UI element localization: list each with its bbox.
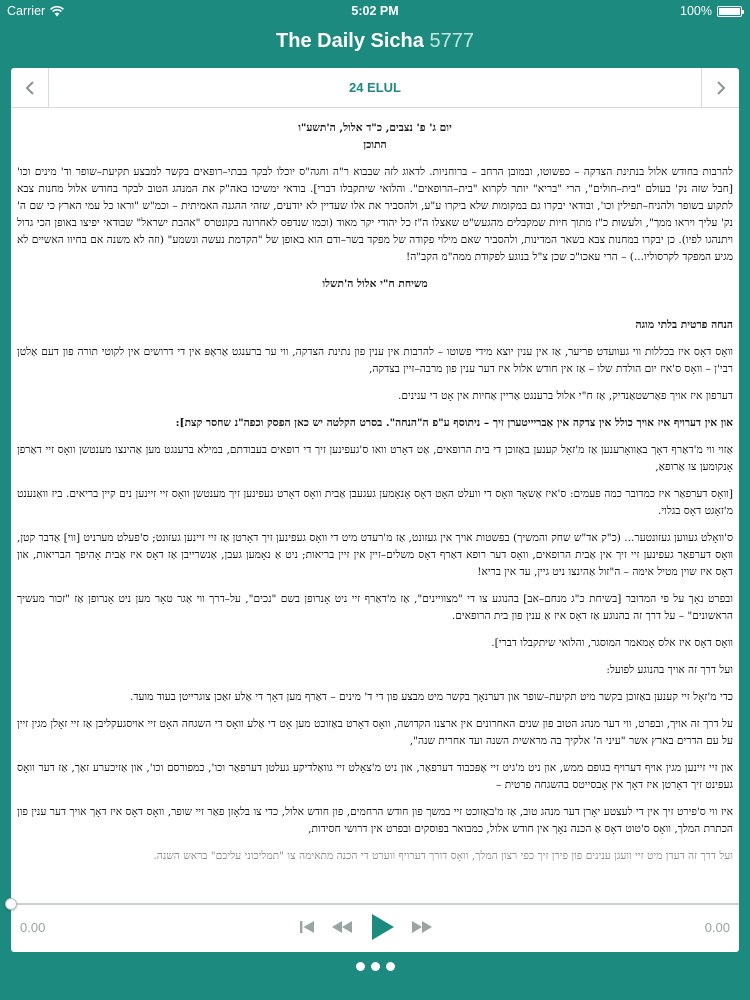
article-paragraph: ס'וואָלט געווען געזונטער... (כ"ק אד"ש שחק והמשיך) בפשטות אויך אין געזונט, אַז מ'רעדט מיט די וואָס געפינען זיך דאָרטן אַז זיי זיינען געזונט; ס'פעלט מערניט [ווי] אַדבר קטן, וואָס דערפאַר געפינען זיי זיך אין אַבית הרופאים, וואָס דער רופא דאַרף דאָס משלים–זיין אין זיין בריאות; ניט אַ נאָמען געבן, אַנשרייבן אַז דאָס איז אַבית אָהיפך הבריאות, און דאָס איז שוין מטיל אימה – ה"זול אַהינצו ניט גיין, עד אין בריא! (17, 532, 733, 578)
article-content[interactable] (17, 120, 733, 896)
article-summary-paragraph: להרבות בחודש אלול בנתינת הצדקה – כפשוטו, ובמובן הרחב – ברוחניות. לדאוג לזה שבבוא ר"ה וחגה"ס יוכלו לבקר בבתי–רופאים בקשר למבצע תקיעת–שופר וד' מינים וכו' [חבל שזה נק' בעולם "בית–חולים", הרי "בריא" יותר לקרוא "בית–הרופאים". והלואי שיתקבלו דברי]. בודאי ימשיכו באה"ק את המנהג הטוב לבקר בחודש אלול מחנות צבא לתקוע בשופר ולהניח–תפילין וכו', ובודאי יבקרו גם במקומות שלא ביקרו ע"ע, ולהסביר את אלו שעדיין לא יודעים, שזהי ההגנה האמיתית – וכמ"ש "וראו כל עמי הארץ כי שם ה' נק' עליך ויראו ממך", ולעשות כ"ז מתוך חיות שמקבלים מהגעש"ט שאצלו ה"ז כל יהודי יקר מאוד (וכמו שנדפס לאחרונה בקונטרס "אהבת ישראל" שבודאי יפיצו באופן הכי גדול ויתנהגו לפיו). כן יבקרו במחנות צבא בשאר המדינות, ולהסביר שאם מילוי פקודה של מפקד בשר–ודם הוא באופן של "הקדמת נעשה ונשמע" (וזה לא משנה אם בחיוו האשיים לא מגיע המפקד לקרסוליו...) – הרי עאכו"כ שכן צ"ל בנוגע לפקודת ממה"מ הקב"ה! (17, 166, 733, 263)
article-paragraph: על דרך זה אויך, ובפרט, ווי דער מנהג הטוב פון שנים האחרונים אין ארצנו הקדושה, וואָס דאָרט באַזוכט מען אָט די אַלע וואָס די השגחה האָט זיי אויסגעקליבן אַז זיי זאָלן מגין זיין על עם הדרים בארץ אשר "עיני ה' אלקיך בה מראשית השנה ועד אחרית שנה", (17, 718, 733, 747)
date-label: 24 ELUL (348, 80, 401, 95)
article-paragraph: כדי מ'זאָל זיי קענען באַזוכן בקשר מיט תקיעת–שופר און דערנאָך בקשר מיט מבצע פון די ד' מינים – דאַרף מען דאָך די אַלע זאַכן צוגרייטן בעוד מועד. (129, 691, 733, 703)
skip-back-button[interactable] (299, 919, 315, 935)
chevron-left-icon (25, 80, 35, 96)
date-navigator (11, 68, 739, 108)
rewind-button[interactable] (331, 919, 353, 935)
article-paragraph: און זיי זיינען מגין אויף דערויף בגופם ממש, און ניט מ'גיט זיי אָפּכבוד דערפאַר, און ניט מ'צאָלט זיי גוואַלדיקע געלטן דערפאַר וכו', כמפורסם וכו', און אַזיכערע זאַך, אַז דער וואָס געפינט זיך דאָרטן איז דאָך אין אָבסייטס בהשגחה פרטית – (17, 762, 733, 791)
status-bar (0, 0, 750, 22)
previous-day-button[interactable] (11, 68, 49, 108)
page-indicator[interactable] (0, 962, 750, 971)
battery-icon (717, 6, 742, 17)
rewind-icon (331, 919, 353, 935)
article-paragraph: ועל דרך זה אויך בהנוגע לפועל: (606, 664, 733, 676)
play-icon (369, 913, 395, 941)
app-year: 5777 (429, 30, 474, 52)
sicha-card (11, 68, 739, 952)
player-controls (299, 913, 433, 941)
article-paragraph: און אין דערויף איז אויך כולל אין צדקה אין אַבריייטערן זיך – ניתוסף ע"פ ה"הנחה". בסרט הקלטה יש כאן הפסק וכפה"נ שחסר קצת]: (175, 417, 733, 429)
audio-progress-slider[interactable] (11, 902, 739, 906)
time-total: 0.00 (704, 920, 730, 935)
skip-back-icon (299, 919, 315, 935)
page-dot[interactable] (386, 962, 395, 971)
article-paragraph: אַזוי ווי מ'דאַרף דאָך באַוואָרענען אַז מ'זאָל קענען באַזוכן די בית הרופאים, אַט דאָרט וואו ס'געפינען זיך די רופאים בעבודתם, במילא ברענגט מען אַהינצו מענטשן וואָס זיי דאַרפן אָנקומען צו אַרופאַ, (17, 444, 733, 473)
progress-knob[interactable] (5, 898, 17, 910)
fast-forward-button[interactable] (411, 919, 433, 935)
article-paragraph: איז ווי ס'פירט זיך אין די לעצטע יאָרן דער מנהג טוב, אַז מ'באַזוכט זיי במשך פון חודש הרחמים, פון חודש אלול, כדי צו בלאָזן פאַר זיי שופר, וואָס דאָס איז דאָך אויך דער ענין פון הכתרת המלך, וואָס ס'טוט דאָס אַ הכנה נאָך אין חודש אלול, כמבואר בפוסקים ובפרט אין דרושי חסידות, (17, 806, 733, 835)
page-dot[interactable] (371, 962, 380, 971)
time-elapsed: 0.00 (20, 920, 46, 935)
app-title-text: The Daily Sicha (276, 30, 424, 52)
article-faded-line: ועל דרך זה דעדן מיט זיי וועגן ענינים פון פירן זיך כפי רצון המלך, וואָס דורך דערויף ווערט די הכנה מתאימה צו "תמליכוני עליכם" בראש השנה. (153, 850, 733, 862)
article-paragraph: וואָס דאָס איז בכללות ווי געוועדט פריער, אַז אין ענין יוצא מידי פשוטו – להרבות אין ענין פון נתינת הצדקה, ווי ער ברענגט אַראָפּ אין די דרושים אין לקוטי תורה פון דעם אַלטן רבי'ן – וואָס ס'איז יום הולדת שלו – אַז אין חודש אלול איז דער ענין פון מרבה–זיין בצדקה, (17, 346, 733, 375)
article-source: משיחת ח"י אלול ה'תשלו (322, 278, 428, 290)
article-paragraph: דערפון איז אויך פאַרשטאַנדיק, אַז ח"י אלול ברענגט אַריין אַחיות אין אָט די ענינים. (397, 390, 733, 402)
article-paragraph: ובפרט נאָך על פי המדובר [בשיחת כ"ג מנחם–אב] בהנוגע צו די "מצוויינים", אַז מ'דאַרף זיי ניט אָנרופן בשם "נכים", על–דרך ווי אַגר טאָר מען ניט אָנרופן אַז "זכור מעשיך הראשונים" – על דרך זה בהנוגע אַז דאָס איז אַ ענין פון בית הרופאים. (17, 593, 733, 622)
chevron-right-icon (716, 80, 726, 96)
progress-track (11, 903, 739, 905)
article-paragraph: [וואָס דערפאַר איז כמדובר כמה פעמים: ס'איז אַשאָד וואָס די וועלט האָט דאָס אָנאָמען געגעבן אַבית וואָס דאָרט געפינען זיך מענטשן וואָס זיי זיינען נים קיין בריאים. ביז וואַנענט מ'זאָגט דאָס בגלוי. (17, 488, 733, 517)
clock: 5:02 PM (351, 4, 399, 18)
next-day-button[interactable] (701, 68, 739, 108)
battery-indicator (680, 4, 742, 18)
fast-forward-icon (411, 919, 433, 935)
carrier-label: Carrier (7, 4, 46, 18)
page-dot[interactable] (356, 962, 365, 971)
article-subtitle: התוכן (363, 139, 387, 151)
play-button[interactable] (369, 913, 395, 941)
article-heading: הנחה פרטית בלתי מוגה (635, 319, 733, 331)
article-paragraph: וואָס דאָס איז אלס אָמאמר המוסגר, והלואי שיתקבלו דברי]. (491, 637, 733, 649)
app-title (0, 30, 750, 53)
article-day-title: יום ג' פ' נצבים, כ"ד אלול, ה'תשע"ו (298, 122, 452, 134)
audio-player (11, 910, 739, 950)
battery-percent: 100% (680, 4, 712, 18)
